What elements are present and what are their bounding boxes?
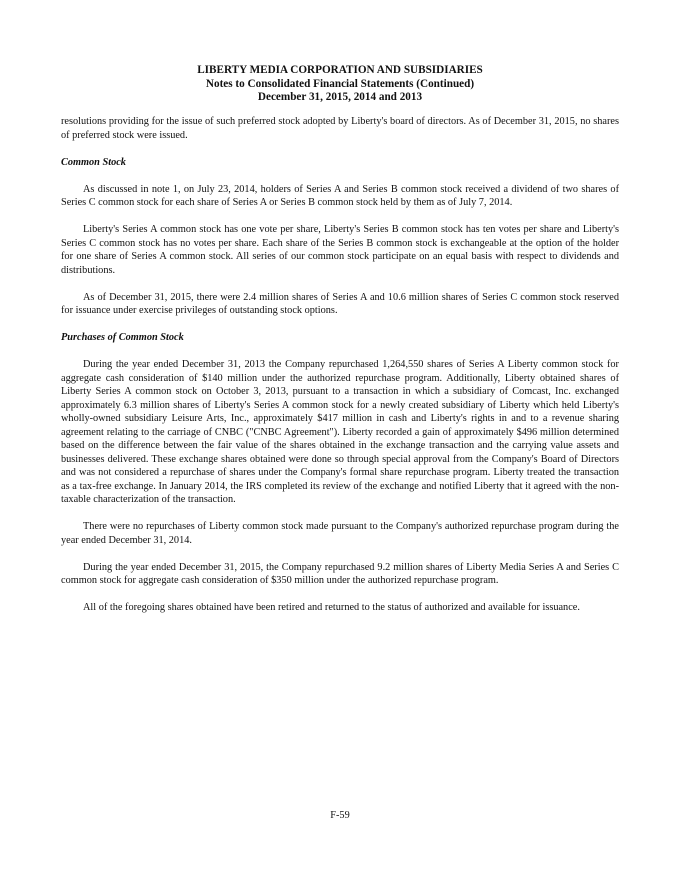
purchases-paragraph-3: During the year ended December 31, 2015, the Company repurchased 9.2 million shares of Liberty Media Series A and Series C common stock for aggregate cash consideration of $350 million under the authorized repurchase program. <box>61 561 619 586</box>
purchases-paragraph-4: All of the foregoing shares obtained have been retired and returned to the status of authorized and available for issuance. <box>83 602 580 613</box>
common-stock-paragraph-2: Liberty's Series A common stock has one vote per share, Liberty's Series B common stock has ten votes per share and Liberty's Series C common stock has no votes per share. Each share of the Series B common stock is exchangeable at the option of the holder for one share of Series A common stock. All series of our common stock participate on an equal basis with respect to dividends and distributions. <box>61 224 619 276</box>
common-stock-heading: Common Stock <box>61 156 126 168</box>
company-name: LIBERTY MEDIA CORPORATION AND SUBSIDIARIES <box>197 64 483 76</box>
header-subtitle: Notes to Consolidated Financial Statements (Continued) <box>205 77 475 90</box>
purchases-heading: Purchases of Common Stock <box>61 332 184 343</box>
page-body <box>61 115 619 628</box>
purchases-paragraph-1: During the year ended December 31, 2013 the Company repurchased 1,264,550 shares of Series A Liberty common stock for aggregate cash consideration of $140 million under the authorized repurchase program. Additionally, Liberty obtained shares of Liberty Series A common stock on October 3, 2013, pursuant to a transaction in which a subsidiary of Comcast, Inc. exchanged approximately 6.3 million shares of Liberty's Series A common stock for a newly created subsidiary of Liberty which held Liberty's wholly-owned subsidiary Leisure Arts, Inc., approximately $417 million in cash and Liberty's rights in and to a revenue sharing agreement relating to the carriage of CNBC ("CNBC Agreement"). Liberty recorded a gain of approximately $496 million determined based on the difference between the fair value of the shares obtained in the exchange transaction and the carrying value assets and businesses delivered. These exchange shares obtained were done so through special approval from the Company's Board of Directors and was not considered a repurchase of shares under the Company's formal share repurchase program. Liberty treated the transaction as a tax-free exchange. In January 2014, the IRS completed its review of the exchange and notified Liberty that it agreed with the non-taxable characterization of the transaction. <box>61 359 619 505</box>
purchases-paragraph-2: There were no repurchases of Liberty common stock made pursuant to the Company's authorized repurchase program during the year ended December 31, 2014. <box>61 521 619 546</box>
intro-paragraph: resolutions providing for the issue of such preferred stock adopted by Liberty's board of directors. As of December 31, 2015, no shares of preferred stock were issued. <box>61 116 619 141</box>
page-header <box>0 64 680 105</box>
page-number: F-59 <box>330 810 350 821</box>
common-stock-paragraph-3: As of December 31, 2015, there were 2.4 million shares of Series A and 10.6 million shares of Series C common stock reserved for issuance under exercise privileges of outstanding stock options. <box>61 291 619 316</box>
common-stock-paragraph-1: As discussed in note 1, on July 23, 2014, holders of Series A and Series B common stock received a dividend of two shares of Series C common stock for each share of Series A or Series B common stock held by them as of July 7, 2014. <box>61 183 619 208</box>
header-date-line: December 31, 2015, 2014 and 2013 <box>257 91 423 103</box>
